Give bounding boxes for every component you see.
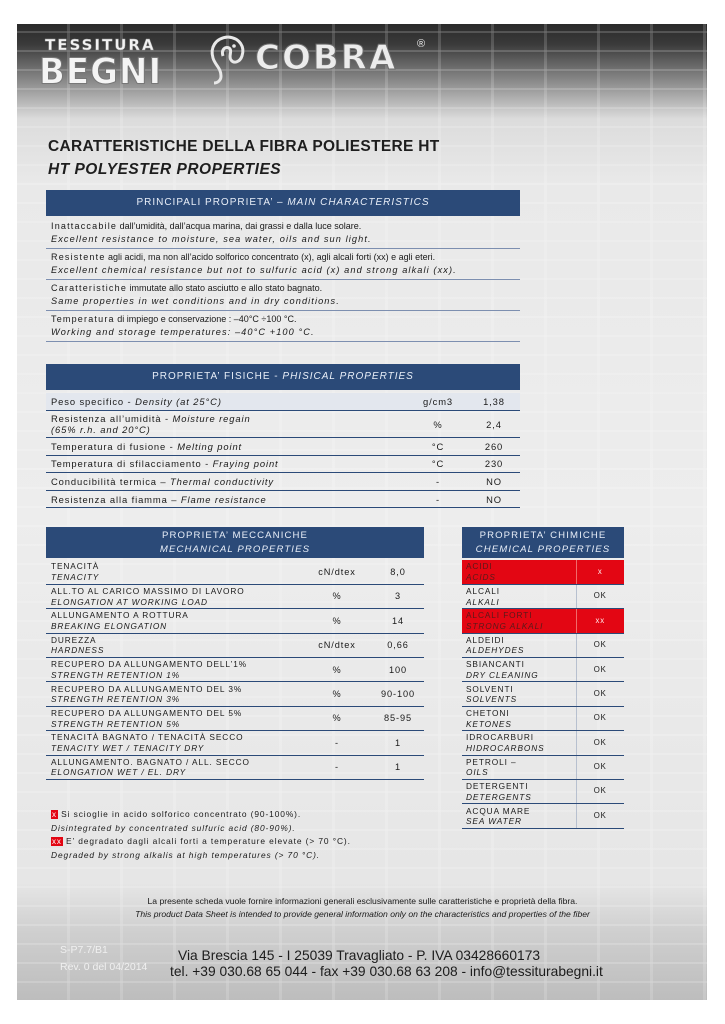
chemical-name <box>462 609 576 633</box>
table-row <box>462 560 624 584</box>
item-lead: Inattaccabile <box>51 221 118 231</box>
chemical-italian: SBIANCANTI <box>466 659 525 670</box>
main-characteristics-list <box>46 218 520 342</box>
table-row <box>462 584 624 608</box>
chemical-english: STRONG ALKALI <box>466 620 544 631</box>
footnote-english: Disintegrated by concentrated sulfuric acid (80-90%). <box>51 822 296 833</box>
property-italian: RECUPERO DA ALLUNGAMENTO DEL 3% <box>51 683 243 694</box>
footnote-mark: xx <box>52 837 62 846</box>
property-italian: ALLUNGAMENTO. BAGNATO / ALL. SECCO <box>51 756 250 767</box>
company-phone-fax-email: tel. +39 030.68 65 044 - fax +39 030.68 63 208 - info@tessiturabegni.it <box>170 964 603 979</box>
table-row <box>46 560 424 584</box>
chemical-english: SOLVENTS <box>466 694 518 705</box>
table-row <box>462 755 624 779</box>
property-unit: % <box>302 658 372 682</box>
resistance-value: OK <box>576 780 624 804</box>
property-value: 90-100 <box>372 682 424 706</box>
disclaimer-english: This product Data Sheet is intended to provide general information only on the characteristics and properties of the fiber <box>135 909 590 919</box>
property-english: ELONGATION AT WORKING LOAD <box>51 596 208 607</box>
chemical-properties-table <box>462 560 624 829</box>
table-row <box>462 609 624 633</box>
property-english: HARDNESS <box>51 645 105 656</box>
chemical-name <box>462 706 576 730</box>
table-row <box>46 473 520 491</box>
resistance-value: OK <box>576 755 624 779</box>
property-italian: DUREZZA <box>51 634 97 645</box>
property-name <box>46 473 408 491</box>
company-address: Via Brescia 145 - I 25039 Travagliato - P. IVA 03428660173 <box>178 948 541 963</box>
chemical-italian: ALCALI FORTI <box>466 610 533 621</box>
resistance-value: x <box>576 560 624 584</box>
property-value: 100 <box>372 658 424 682</box>
item-lead: Temperatura <box>51 314 115 324</box>
document-code: S-P7.7/B1 <box>60 944 108 956</box>
footnote-alkali <box>51 835 431 849</box>
table-row <box>46 584 424 608</box>
property-unit: - <box>302 731 372 755</box>
chemical-name <box>462 633 576 657</box>
property-unit: °C <box>408 438 468 456</box>
chemical-english: SEA WATER <box>466 816 522 827</box>
resistance-value: OK <box>576 584 624 608</box>
property-value: 2,4 <box>468 411 520 438</box>
property-value: 1 <box>372 755 424 779</box>
table-row <box>46 731 424 755</box>
table-row <box>462 658 624 682</box>
item-english: Working and storage temperatures: –40°C +100 °C. <box>51 327 315 337</box>
property-value: 0,66 <box>372 633 424 657</box>
property-italian: TENACITÀ BAGNATO / TENACITÀ SECCO <box>51 732 244 743</box>
chemical-name <box>462 780 576 804</box>
table-row <box>46 438 520 456</box>
main-header-english: MAIN CHARACTERISTICS <box>287 197 430 208</box>
chemical-name <box>462 658 576 682</box>
property-italian: ALL.TO AL CARICO MASSIMO DI LAVORO <box>51 586 245 597</box>
registered-mark: ® <box>417 38 426 50</box>
property-unit: cN/dtex <box>302 560 372 584</box>
chemical-italian: IDROCARBURI <box>466 732 534 743</box>
chemical-english: DETERGENTS <box>466 791 532 802</box>
chemical-name <box>462 755 576 779</box>
chemical-italian: ACQUA MARE <box>466 805 531 816</box>
footnote-italian: Si scioglie in acido solforico concentrato (90-100%). <box>57 809 302 819</box>
chemical-name <box>462 560 576 584</box>
table-row <box>46 633 424 657</box>
physical-properties-header <box>46 364 520 390</box>
chemical-italian: ALDEIDI <box>466 634 505 645</box>
property-unit: - <box>302 755 372 779</box>
property-name <box>46 731 302 755</box>
resistance-value: xx <box>576 609 624 633</box>
footnote-english: Degraded by strong alkalis at high temperatures (> 70 °C). <box>51 849 320 860</box>
document-code-block <box>60 942 147 976</box>
item-english: Same properties in wet conditions and in dry conditions. <box>51 296 340 306</box>
property-value: 260 <box>468 438 520 456</box>
resistance-value: OK <box>576 706 624 730</box>
chemical-italian: ALCALI <box>466 586 500 597</box>
property-value: 8,0 <box>372 560 424 584</box>
property-english: TENACITY <box>51 571 100 582</box>
chemical-header-italian: PROPRIETA’ CHIMICHE <box>479 530 607 541</box>
property-value: NO <box>468 473 520 491</box>
logo-begni-text: BEGNI <box>39 51 163 93</box>
property-value: 14 <box>372 609 424 633</box>
table-row <box>46 682 424 706</box>
property-unit: % <box>302 706 372 730</box>
chemical-italian: CHETONI <box>466 708 510 719</box>
property-name <box>46 633 302 657</box>
document-revision: Rev. 0 del 04/2014 <box>60 961 148 973</box>
physical-header-english: PHISICAL PROPERTIES <box>282 371 414 382</box>
property-name <box>46 682 302 706</box>
property-unit: % <box>302 609 372 633</box>
property-value: 85-95 <box>372 706 424 730</box>
property-italian: TENACITÀ <box>51 561 100 572</box>
table-row <box>462 706 624 730</box>
list-item <box>46 280 520 311</box>
property-english: Fraying point <box>212 458 279 470</box>
main-characteristics-header <box>46 190 520 216</box>
property-italian: ALLUNGAMENTO A ROTTURA <box>51 610 189 621</box>
property-english: Moisture regain <box>172 413 251 425</box>
property-unit: % <box>302 682 372 706</box>
property-name <box>46 609 302 633</box>
item-italian: immutate allo stato asciutto e allo stato bagnato. <box>127 283 323 293</box>
table-row <box>46 393 520 411</box>
property-name <box>46 455 408 473</box>
footnote-acid <box>51 808 431 822</box>
property-italian: Resistenza all’umidità - <box>51 413 173 425</box>
property-english: Melting point <box>177 440 243 452</box>
table-row <box>462 731 624 755</box>
chemical-name <box>462 584 576 608</box>
chemical-italian: PETROLI – <box>466 756 517 767</box>
main-header-italian: PRINCIPALI PROPRIETA’ – <box>136 197 288 208</box>
mechanical-header-english: MECHANICAL PROPERTIES <box>159 544 311 555</box>
resistance-value: OK <box>576 804 624 828</box>
item-english: Excellent resistance to moisture, sea water, oils and sun light. <box>51 234 372 244</box>
table-row <box>46 455 520 473</box>
disclaimer-italian: La presente scheda vuole fornire informazioni generali esclusivamente sulle caratteristiche e proprietà della fibra. <box>147 896 578 906</box>
page-title-english: HT POLYESTER PROPERTIES <box>48 161 282 178</box>
item-italian: di impiego e conservazione : –40°C ÷100 °C. <box>114 314 297 324</box>
property-unit: % <box>408 411 468 438</box>
property-italian: Temperatura di fusione - <box>51 440 178 452</box>
property-name <box>46 560 302 584</box>
company-contacts <box>170 948 603 980</box>
chemical-properties-header <box>462 527 624 558</box>
table-row <box>46 411 520 438</box>
property-italian: Resistenza alla fiamma – <box>51 493 181 505</box>
item-lead: Resistente <box>51 252 106 262</box>
property-italian: Peso specifico - <box>51 396 136 408</box>
table-row <box>46 706 424 730</box>
chemical-english: ALKALI <box>466 596 500 607</box>
chemical-english: HIDROCARBONS <box>466 742 545 753</box>
item-italian: dall’umidità, dall’acqua marina, dai grassi e dalla luce solare. <box>117 221 362 231</box>
chemical-name <box>462 804 576 828</box>
table-row <box>46 609 424 633</box>
property-conditions: (65% r.h. and 20°C) <box>51 424 151 436</box>
chemical-header-english: CHEMICAL PROPERTIES <box>475 544 611 555</box>
property-name <box>46 490 408 508</box>
chemical-english: OILS <box>466 767 489 778</box>
chemical-italian: DETERGENTI <box>466 781 529 792</box>
logo-tessitura-text: TESSITURA <box>45 36 156 54</box>
resistance-value: OK <box>576 731 624 755</box>
property-unit: - <box>408 473 468 491</box>
property-unit: g/cm3 <box>408 393 468 411</box>
property-value: 3 <box>372 584 424 608</box>
property-unit: % <box>302 584 372 608</box>
property-unit: - <box>408 490 468 508</box>
property-name <box>46 706 302 730</box>
chemical-name <box>462 682 576 706</box>
list-item <box>46 218 520 249</box>
footnote-mark: x <box>52 810 57 819</box>
resistance-value: OK <box>576 682 624 706</box>
property-italian: Conducibilità termica – <box>51 476 171 488</box>
logo-cobra-text: COBRA <box>255 38 398 78</box>
item-lead: Caratteristiche <box>51 283 128 293</box>
resistance-value: OK <box>576 633 624 657</box>
chemical-english: DRY CLEANING <box>466 669 539 680</box>
property-english: STRENGTH RETENTION 5% <box>51 718 181 729</box>
table-row <box>462 804 624 828</box>
property-english: STRENGTH RETENTION 1% <box>51 669 181 680</box>
chemical-english: KETONES <box>466 718 512 729</box>
property-name <box>46 438 408 456</box>
table-row <box>462 633 624 657</box>
physical-header-italian: PROPRIETA’ FISICHE - <box>152 371 283 382</box>
property-name <box>46 411 408 438</box>
item-italian: agli acidi, ma non all’acido solforico concentrato (x), agli alcali forti (xx) e agli eteri. <box>105 252 436 262</box>
cobra-snake-icon <box>207 34 249 86</box>
table-row <box>46 755 424 779</box>
property-english: TENACITY WET / TENACITY DRY <box>51 742 205 753</box>
tessitura-begni-logo <box>39 32 189 94</box>
mechanical-header-italian: PROPRIETA’ MECCANICHE <box>161 530 309 541</box>
chemical-italian: SOLVENTI <box>466 683 514 694</box>
list-item <box>46 311 520 342</box>
property-name <box>46 658 302 682</box>
item-english: Excellent chemical resistance but not to sulfuric acid (x) and strong alkali (xx). <box>51 265 457 275</box>
footnotes <box>51 808 431 862</box>
table-row <box>46 490 520 508</box>
property-english: Flame resistance <box>180 493 267 505</box>
resistance-value: OK <box>576 658 624 682</box>
property-value: 1 <box>372 731 424 755</box>
property-italian: RECUPERO DA ALLUNGAMENTO DEL 5% <box>51 708 243 719</box>
property-name <box>46 393 408 411</box>
property-english: STRENGTH RETENTION 3% <box>51 694 181 705</box>
property-name <box>46 755 302 779</box>
chemical-italian: ACIDI <box>466 561 493 572</box>
property-english: Thermal conductivity <box>170 476 275 488</box>
property-italian: RECUPERO DA ALLUNGAMENTO DELL’1% <box>51 659 248 670</box>
page-title-italian: CARATTERISTICHE DELLA FIBRA POLIESTERE HT <box>48 138 440 155</box>
property-name <box>46 584 302 608</box>
mechanical-properties-header <box>46 527 424 558</box>
property-unit: cN/dtex <box>302 633 372 657</box>
physical-properties-table <box>46 393 520 508</box>
property-value: NO <box>468 490 520 508</box>
table-row <box>462 780 624 804</box>
mechanical-properties-table <box>46 560 424 780</box>
footnote-italian: E’ degradato dagli alcali forti a temperature elevate (> 70 °C). <box>62 836 351 846</box>
table-row <box>46 658 424 682</box>
property-english: ELONGATION WET / EL. DRY <box>51 767 187 778</box>
chemical-english: ALDEHYDES <box>466 645 525 656</box>
property-value: 230 <box>468 455 520 473</box>
property-english: BREAKING ELONGATION <box>51 620 168 631</box>
list-item <box>46 249 520 280</box>
property-english: Density (at 25°C) <box>135 396 222 408</box>
property-italian: Temperatura di sfilacciamento - <box>51 458 213 470</box>
table-row <box>462 682 624 706</box>
chemical-name <box>462 731 576 755</box>
property-value: 1,38 <box>468 393 520 411</box>
property-unit: °C <box>408 455 468 473</box>
chemical-english: ACIDS <box>466 571 496 582</box>
